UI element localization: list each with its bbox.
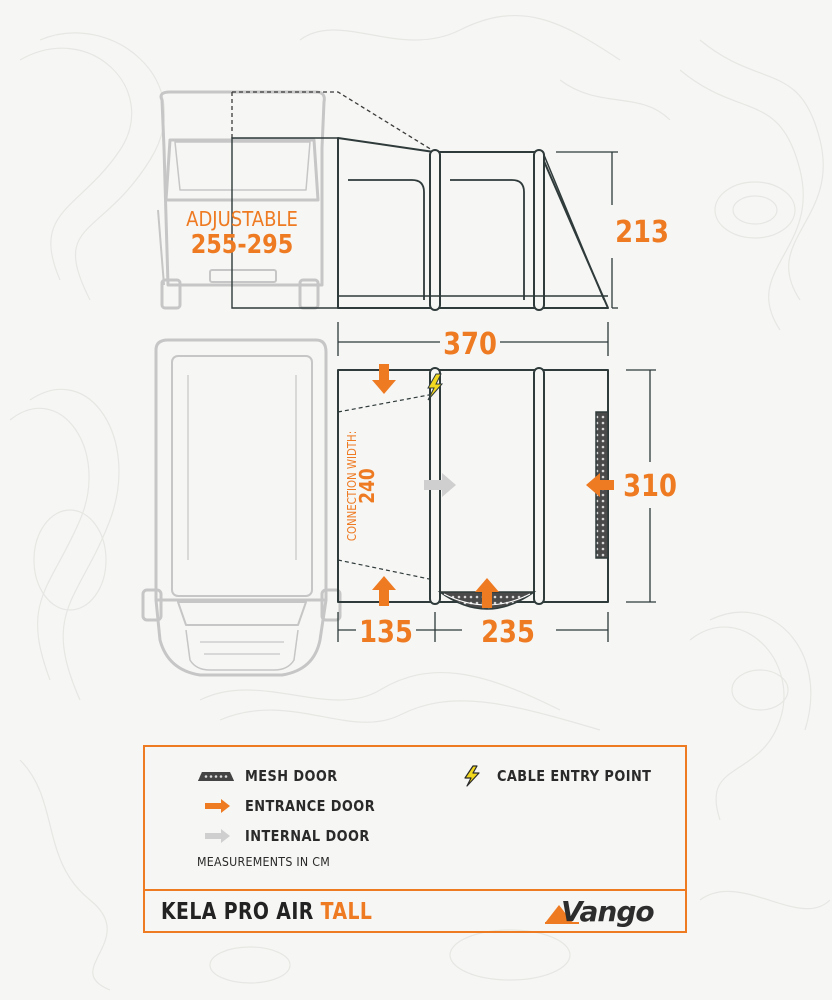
legend-cable-entry xyxy=(459,765,677,787)
height-label: 213 xyxy=(615,214,669,250)
front-right-label: 235 xyxy=(481,614,535,650)
brand-logo xyxy=(543,895,673,929)
adjustable-label: ADJUSTABLE xyxy=(186,208,298,232)
measurements-note: MEASUREMENTS IN CM xyxy=(197,855,331,869)
connection-width-label: CONNECTION WIDTH: xyxy=(345,430,360,542)
front-left-label: 135 xyxy=(359,614,413,650)
product-name xyxy=(161,899,372,925)
lightning-icon xyxy=(459,765,487,787)
product-name-accent: TALL xyxy=(320,899,373,925)
legend-mesh-door-label: MESH DOOR xyxy=(245,767,338,785)
grey-arrow-icon xyxy=(197,829,235,843)
legend-panel xyxy=(143,745,687,933)
entrance-arrow-top xyxy=(372,364,396,394)
adjustable-range: 255-295 xyxy=(190,228,294,260)
orange-arrow-icon xyxy=(197,799,235,813)
vehicle-rear-view xyxy=(158,92,324,308)
legend-divider xyxy=(145,889,685,891)
brand-name: Vango xyxy=(561,895,654,928)
connection-width-value: 240 xyxy=(356,468,380,504)
legend-internal-door xyxy=(197,827,390,845)
legend-entrance-door-label: ENTRANCE DOOR xyxy=(245,797,376,815)
height-dimension-line xyxy=(556,152,618,308)
legend-mesh-door xyxy=(197,767,353,785)
product-name-main: KELA PRO AIR xyxy=(161,899,321,925)
entrance-arrow-side xyxy=(586,473,614,497)
depth-label: 310 xyxy=(623,468,677,504)
tent-side-elevation xyxy=(338,138,608,310)
legend-cable-entry-label: CABLE ENTRY POINT xyxy=(497,767,652,785)
legend-entrance-door xyxy=(197,797,396,815)
legend-internal-door-label: INTERNAL DOOR xyxy=(245,827,370,845)
mesh-door-icon xyxy=(197,770,235,782)
vehicle-top-view xyxy=(143,340,340,675)
width-label: 370 xyxy=(443,326,497,362)
